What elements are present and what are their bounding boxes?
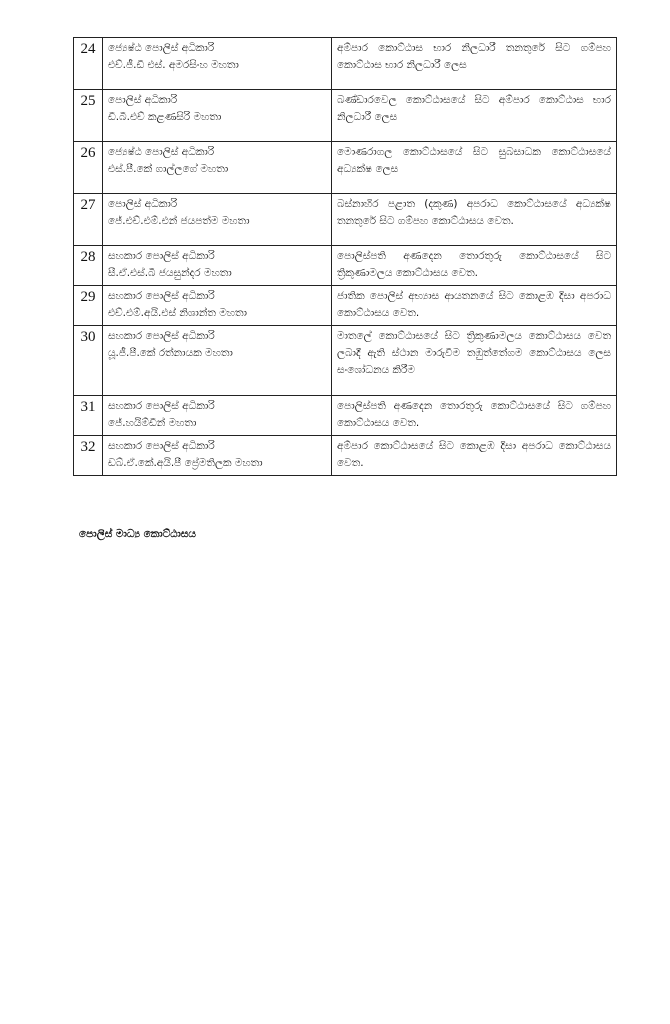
officer-rank: සහකාර පොලිස් අධිකාරි [108,400,215,412]
officer-name: එච්.එම්.අයි.එස් නිශාන්ත මහතා [108,307,248,319]
transfer-description: බස්නාහිර පළාත (දකුණ) අපරාධ කොට්ඨාසයේ අධ්‍යක්ෂ තනතුරේ සිට ගම්පහ කොට්ඨාසය වෙත. [332,194,617,246]
row-number: 30 [74,326,103,396]
transfer-description: මොණරාගල කොට්ඨාසයේ සිට සුබසාධක කොට්ඨාසයේ අධ්‍යක්ෂ ලෙස [332,142,617,194]
officer-name: එච්.ජී.ඩී එස්. අමරසිංහ මහතා [108,59,239,71]
officer-cell [103,246,332,286]
row-number: 25 [74,90,103,142]
table-row [74,142,617,194]
officer-cell [103,194,332,246]
row-number: 31 [74,396,103,436]
officer-name: ඩී.බී.එච් කළණසිරි මහතා [108,111,222,123]
officer-rank: සහකාර පොලිස් අධිකාරි [108,330,215,342]
officer-rank: සහකාර පොලිස් අධිකාරි [108,440,215,452]
transfer-description: පොලිස්පති අණදෙන තොරතුරු කොට්ඨාසයේ සිට ත්‍රිකුණාමලය කොට්ඨාසය වෙත. [332,246,617,286]
transfer-description: බණ්ඩාරවෙල කොට්ඨාසයේ සිට අම්පාර කොට්ඨාස භාර නිලධාරී ලෙස [332,90,617,142]
transfer-description: අම්පාර කොට්ඨාස භාර නිලධාරී තනතුරේ සිට ගම්පහ කොට්ඨාස භාර නිලධාරී ලෙස [332,38,617,90]
transfer-description: අම්පාර කොට්ඨාසයේ සිට කොළඹ දිසා අපරාධ කොට්ඨාසය වෙත. [332,436,617,476]
transfer-description: ජාතික පොලිස් අභ්‍යාස ආයතනයේ සිට කොළඹ දිසා අපරාධ කොට්ඨාසය වෙත. [332,286,617,326]
officer-name: යූ.ජී.පී.කේ රත්නායක මහතා [108,347,233,359]
officer-name: ජේ.එච්.එම්.එන් ජයපත්ම මහතා [108,215,250,227]
transfers-table [73,37,617,476]
row-number: 28 [74,246,103,286]
table-row [74,286,617,326]
officer-cell [103,38,332,90]
officer-name: ඩබ්.ඒ.කේ.අයි.පී ප්‍රේමතිලක මහතා [108,457,263,469]
row-number: 27 [74,194,103,246]
row-number: 32 [74,436,103,476]
table-row [74,90,617,142]
officer-rank: සහකාර පොලිස් අධිකාරි [108,250,215,262]
officer-name: එස්.පී.කේ ගාල්ලගේ මහතා [108,163,229,175]
officer-rank: සහකාර පොලිස් අධිකාරි [108,290,215,302]
officer-cell [103,436,332,476]
transfer-description: මාතලේ කොට්ඨාසයේ සිට ත්‍රිකුණාමලය කොට්ඨාසය වෙත ලබාදී ඇති ස්ථාන මාරුවීම තඹුත්තේගම කොට්ඨාසය ලෙස සංශෝධනය කිරීම [332,326,617,396]
table-row [74,436,617,476]
officer-rank: ජ්‍යෙෂ්ඨ පොලිස් අධිකාරි [108,42,215,54]
table-row [74,326,617,396]
row-number: 29 [74,286,103,326]
officer-rank: පොලිස් අධිකාරි [108,198,178,210]
table-row [74,396,617,436]
officer-name: සී.ඒ.එස්.බී ජයසුන්දර මහතා [108,267,232,279]
transfer-description: පොලිස්පති අණදෙන තොරතුරු කොට්ඨාසයේ සිට ගම්පහ කොට්ඨාසය වෙත. [332,396,617,436]
officer-cell [103,396,332,436]
table-row [74,38,617,90]
table-row [74,246,617,286]
officer-cell [103,326,332,396]
officer-cell [103,90,332,142]
officer-cell [103,286,332,326]
officer-rank: ජ්‍යෙෂ්ඨ පොලිස් අධිකාරි [108,146,215,158]
row-number: 24 [74,38,103,90]
section-heading: පොලිස් මාධ්‍ය කොට්ඨාසය [79,528,196,540]
officer-name: ජේ.හයිම්ඩීන් මහතා [108,417,197,429]
officer-rank: පොලිස් අධිකාරි [108,94,178,106]
officer-cell [103,142,332,194]
transfers-table-body [74,38,617,476]
row-number: 26 [74,142,103,194]
table-row [74,194,617,246]
